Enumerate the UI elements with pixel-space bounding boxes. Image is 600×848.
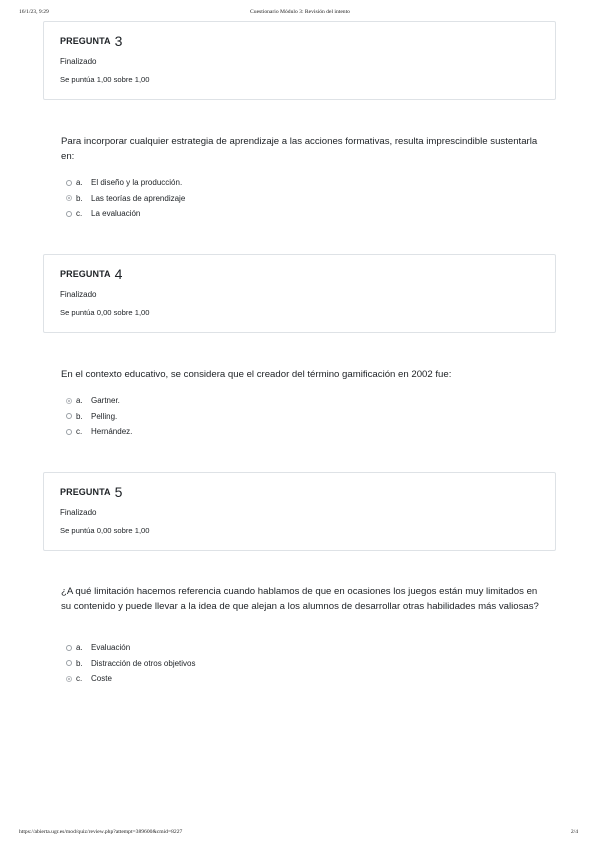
- answer-option-b[interactable]: [66, 656, 366, 672]
- radio-button[interactable]: [66, 676, 72, 682]
- print-datetime: 16/1/23, 9:29: [19, 9, 49, 15]
- radio-button[interactable]: [66, 180, 72, 186]
- question-number: 3: [114, 33, 123, 49]
- answer-letter: c.: [76, 209, 83, 219]
- answer-option-c[interactable]: [66, 206, 366, 222]
- question-text: En el contexto educativo, se considera que el creador del término gamificación en 2002 fue:: [61, 369, 452, 380]
- answer-list: [66, 393, 366, 440]
- answer-text: La evaluación: [91, 209, 141, 219]
- answer-option-c[interactable]: [66, 424, 366, 440]
- answer-text: Hernández.: [91, 427, 133, 437]
- answer-letter: a.: [76, 643, 83, 653]
- question-text: ¿A qué limitación hacemos referencia cuando hablamos de que en ocasiones los juegos están muy limitados en su contenido y puede llevar a la idea de que alejan a los alumnos de desarrollar otras habilidades más valiosas?: [61, 586, 539, 612]
- print-page-title: Cuestionario Módulo 3: Revisión del intento: [250, 9, 350, 15]
- answer-letter: a.: [76, 396, 83, 406]
- radio-button[interactable]: [66, 645, 72, 651]
- print-footer: [0, 829, 600, 841]
- question-label: PREGUNTA: [60, 269, 111, 279]
- answer-list: [66, 175, 366, 222]
- radio-button[interactable]: [66, 398, 72, 404]
- answer-letter: b.: [76, 411, 83, 421]
- answer-text: Evaluación: [91, 643, 131, 653]
- answer-option-c[interactable]: [66, 671, 366, 687]
- question-heading: [60, 33, 123, 49]
- question-state: Finalizado: [60, 508, 97, 517]
- answer-letter: c.: [76, 427, 83, 437]
- answer-option-b[interactable]: [66, 409, 366, 425]
- answer-letter: c.: [76, 674, 83, 684]
- question-info-box: [43, 254, 556, 333]
- answer-option-a[interactable]: [66, 175, 366, 191]
- answer-letter: b.: [76, 658, 83, 668]
- question-state: Finalizado: [60, 290, 97, 299]
- question-state: Finalizado: [60, 57, 97, 66]
- question-info-box: [43, 472, 556, 551]
- question-number: 4: [114, 266, 123, 282]
- answer-text: Las teorías de aprendizaje: [91, 193, 186, 203]
- question-text: Para incorporar cualquier estrategia de aprendizaje a las acciones formativas, resulta imprescindible sustentarla en:: [61, 136, 538, 162]
- print-url: https://abierta.ugr.es/mod/quiz/review.php?attempt=389600&cmid=8227: [19, 829, 183, 835]
- answer-text: Gartner.: [91, 396, 120, 406]
- question-grade: Se puntúa 1,00 sobre 1,00: [60, 75, 150, 84]
- radio-button[interactable]: [66, 429, 72, 435]
- answer-text: El diseño y la producción.: [91, 178, 183, 188]
- answer-text: Coste: [91, 674, 112, 684]
- question-number: 5: [114, 484, 123, 500]
- question-label: PREGUNTA: [60, 36, 111, 46]
- answer-text: Pelling.: [91, 411, 118, 421]
- answer-list: [66, 640, 366, 687]
- question-label: PREGUNTA: [60, 487, 111, 497]
- answer-option-a[interactable]: [66, 640, 366, 656]
- answer-letter: b.: [76, 193, 83, 203]
- question-grade: Se puntúa 0,00 sobre 1,00: [60, 526, 150, 535]
- answer-text: Distracción de otros objetivos: [91, 658, 196, 668]
- question-info-box: [43, 21, 556, 100]
- page-counter: 2/4: [570, 829, 578, 835]
- print-header: [0, 9, 600, 21]
- answer-option-a[interactable]: [66, 393, 366, 409]
- radio-button[interactable]: [66, 195, 72, 201]
- question-heading: [60, 484, 123, 500]
- radio-button[interactable]: [66, 413, 72, 419]
- radio-button[interactable]: [66, 211, 72, 217]
- radio-button[interactable]: [66, 660, 72, 666]
- answer-letter: a.: [76, 178, 83, 188]
- answer-option-b[interactable]: [66, 191, 366, 207]
- question-grade: Se puntúa 0,00 sobre 1,00: [60, 308, 150, 317]
- question-heading: [60, 266, 123, 282]
